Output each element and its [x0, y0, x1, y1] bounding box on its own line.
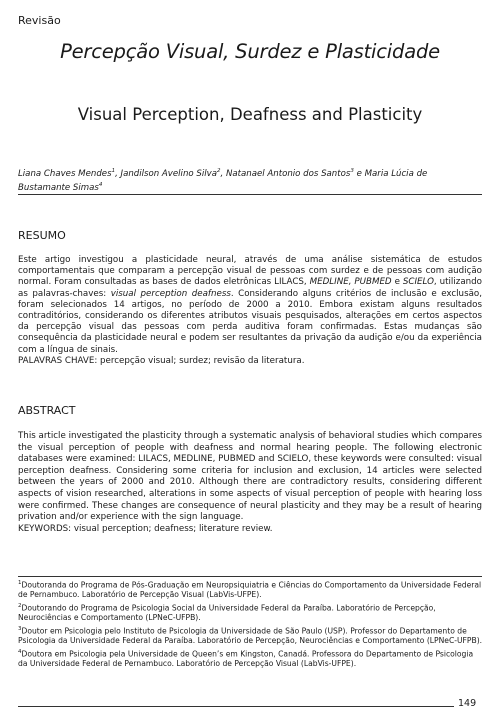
author-note-marker: 1	[111, 168, 116, 174]
author-name: Natanael Antonio dos Santos	[225, 168, 351, 179]
author-divider	[18, 194, 482, 195]
article-title-portuguese: Percepção Visual, Surdez e Plasticidade	[60, 40, 440, 63]
footnote: $^2$Doutorando do Programa de Psicologia Social da Universidade Federal da Paraíba. Laboratório de Percepção, Neurociências e Comportamento (LPNeC-UFPB).	[18, 602, 436, 623]
abstract-keywords: KEYWORDS: visual perception; deafness; literature review.	[18, 523, 273, 534]
abstract-heading: ABSTRACT	[18, 404, 76, 417]
footnote: $^3$Doutor em Psicologia pelo Instituto de Psicologia da Universidade de São Paulo (USP). Professor do Departamento de Psicologia da Universidade Federal da Paraíba. Laboratório de Percepção, Neurociências e Comportamento (LPNeC-UFPB).	[18, 625, 483, 646]
keywords-label: KEYWORDS:	[18, 523, 72, 534]
database-name: SCIELO	[402, 277, 434, 288]
author-list: Liana Chaves Mendes$^1$, Jandilson Avelino Silva$^2$, Natanael Antonio dos Santos$^3$ e Maria Lúcia de Bustamante Simas$^4$	[18, 168, 428, 193]
author-note-marker: 4	[98, 181, 103, 188]
resumo-keywords: PALAVRAS CHAVE: percepção visual; surdez; revisão da literatura.	[18, 355, 305, 366]
article-title-english: Visual Perception, Deafness and Plasticity	[77, 105, 423, 124]
search-terms: visual perception deafness	[110, 288, 231, 299]
database-names: MEDLINE, PUBMED	[309, 277, 392, 288]
author-note-marker: 3	[350, 168, 354, 174]
footer-rule	[18, 706, 454, 707]
resumo-paragraph: Este artigo investigou a plasticidade neural, através de uma análise sistemática de estudos comportamentais que comparam a percepção visual de pessoas com surdez e de pessoas com audição normal. Foram consultadas as bases de dados eletrônicas LILACS, MEDLINE, PUBMED e SCIELO, utilizando as palavras-chaves: visual perception deafness. Considerando alguns critérios de inclusão e exclusão, foram selecionados 14 artigos, no período de 2000 a 2010. Embora existam alguns resultados contraditórios, considerando os diferentes atributos visuais pesquisados, alterações em certos aspectos da percepção visual das pessoas com perda auditiva foram confirmadas. Estas mudanças são consequência da plasticidade neural e podem ser resultantes da privação da audição e/ou da experiência com a língua de sinais. PALAVRAS CHAVE: percepção visual; surdez; revisão da literatura.	[18, 255, 482, 366]
footnote: $^4$Doutora em Psicologia pela Universidade de Queen’s em Kingston, Canadá. Professora do Departamento de Psicologia da Universidade Federal de Pernambuco. Laboratório de Percepção Visual (LabVis-UFPE).	[18, 648, 474, 669]
page-number: 149	[458, 698, 477, 709]
footnotes	[18, 579, 484, 671]
section-label: Revisão	[18, 14, 61, 27]
author-name: Maria Lúcia de Bustamante Simas	[18, 168, 428, 193]
author-name: Liana Chaves Mendes	[18, 168, 112, 179]
keywords-label: PALAVRAS CHAVE:	[18, 355, 98, 366]
footnote: $^1$Doutoranda do Programa de Pós-Graduação em Neuropsiquiatria e Ciências do Comportamento da Universidade Federal de Pernambuco. Laboratório de Percepção Visual (LabVis-UFPE).	[18, 580, 482, 600]
resumo-heading: RESUMO	[18, 229, 66, 242]
author-name: Jandilson Avelino Silva	[120, 168, 217, 179]
abstract-paragraph: This article investigated the plasticity through a systematic analysis of behavioral studies which compares the visual perception of people with deafness and normal hearing people. The following electronic databases were examined: LILACS, MEDLINE, PUBMED and SCIELO, these keywords were consulted: visual perception deafness. Considering some criteria for inclusion and exclusion, 14 articles were selected between the years of 2000 and 2010. Although there are contradictory results, considering different aspects of vision researched, alterations in some aspects of visual perception of people with hearing loss were confirmed. These changes are consequence of neural plasticity and they may be a result of hearing privation and/or experience with the sign language. KEYWORDS: visual perception; deafness; literature review.	[18, 431, 482, 534]
author-note-marker: 2	[216, 168, 221, 174]
footnote-divider	[18, 576, 482, 577]
